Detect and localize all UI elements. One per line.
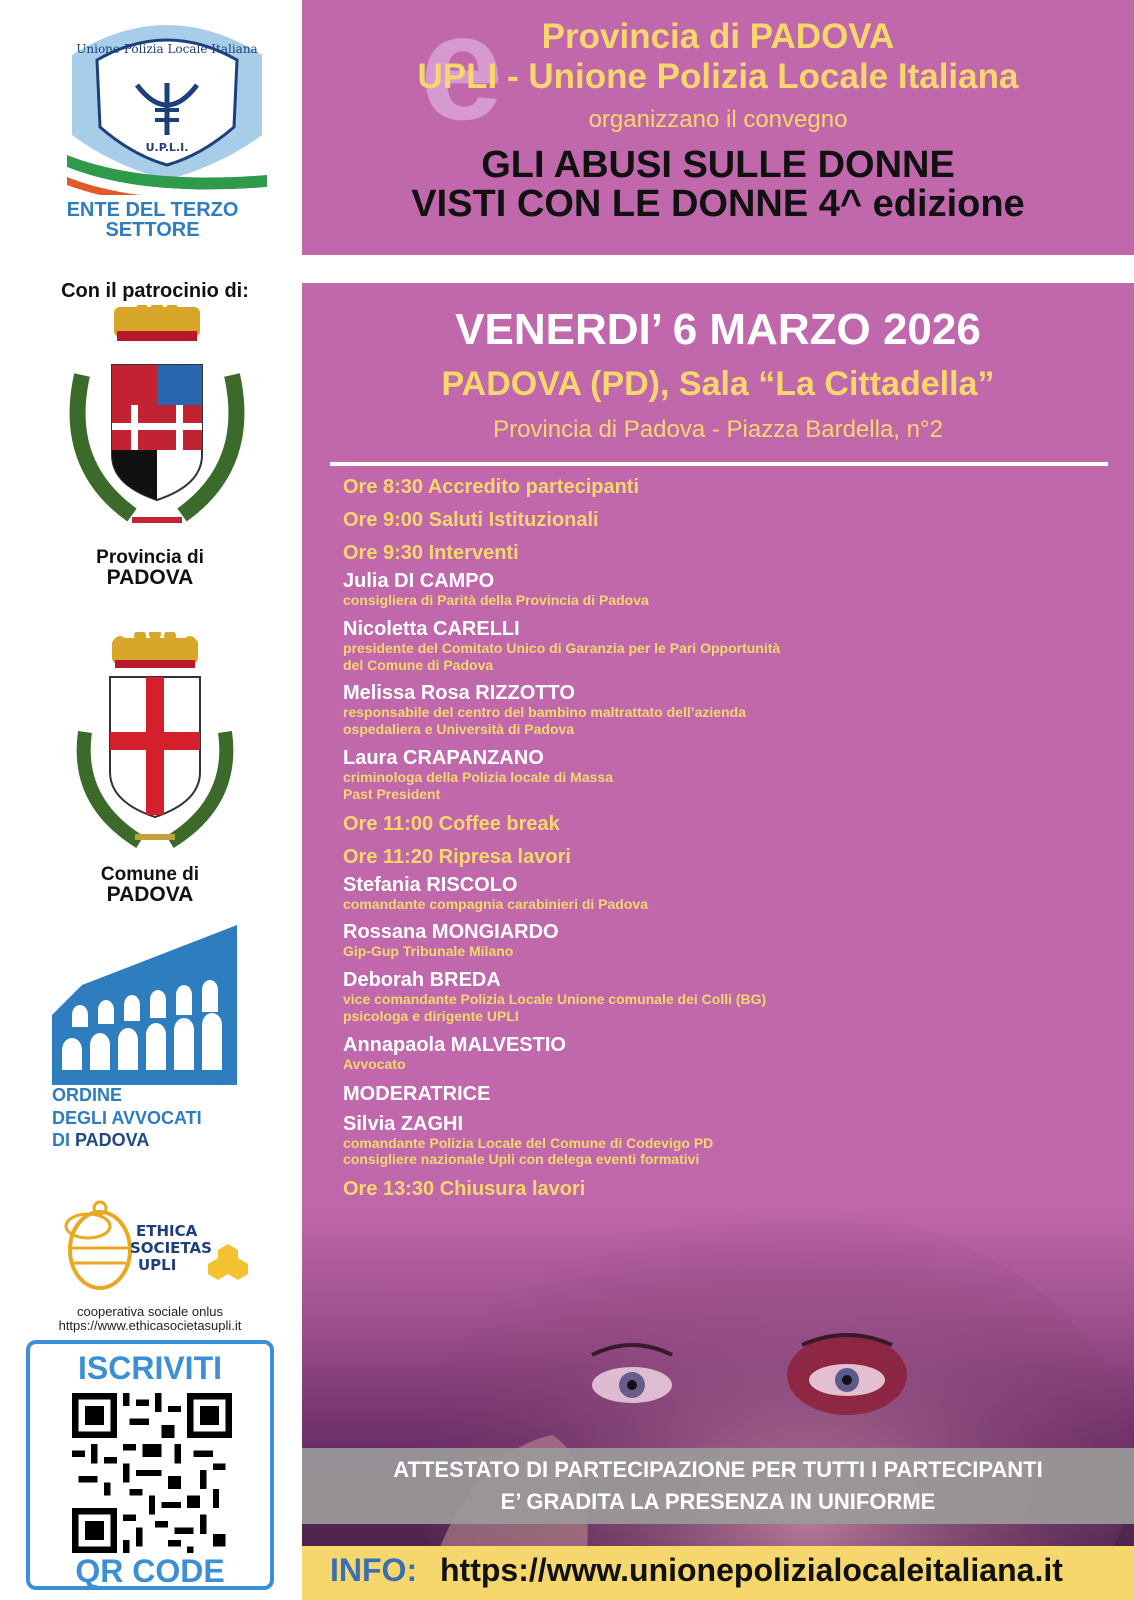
provincia-caption-line2: PADOVA: [106, 566, 194, 589]
event-address: Provincia di Padova - Piazza Bardella, n°2: [493, 416, 943, 443]
speaker-role-line: vice comandante Polizia Locale Unione comunale dei Colli (BG): [343, 991, 767, 1008]
comune-caption-line2: PADOVA: [106, 883, 194, 906]
speaker-role-line: ospedaliera e Università di Padova: [343, 721, 575, 738]
program-slot: Ore 9:00 Saluti Istituzionali: [343, 509, 599, 531]
speaker-role-line: consigliere nazionale Upli con delega eventi formativi: [343, 1151, 700, 1168]
divider: [330, 462, 1108, 466]
provincia-caption: [55, 548, 245, 588]
svg-text:Unione Polizia Locale Italiana: Unione Polizia Locale Italiana: [76, 42, 258, 56]
speaker-name: Rossana MONGIARDO: [343, 921, 559, 944]
ethica-line3-text: UPLI: [138, 1256, 177, 1274]
header-organizer-2: UPLI - Unione Polizia Locale Italiana: [417, 57, 1019, 96]
provincia-crest-icon: [62, 305, 252, 545]
avvocati-line2: DEGLI AVVOCATI: [52, 1107, 202, 1128]
header-subtitle: organizzano il convegno: [588, 106, 848, 133]
event-date: VENERDI’ 6 MARZO 2026: [455, 305, 981, 354]
speaker-name: Julia DI CAMPO: [343, 570, 495, 592]
upli-logo: [62, 15, 272, 195]
woman-face-photo: [302, 1205, 1134, 1600]
comune-crest-icon: [70, 632, 240, 864]
speaker-role: [343, 991, 1103, 1025]
speaker-role-line: Gip-Gup Tribunale Milano: [343, 943, 514, 960]
avvocati-line1: ORDINE: [52, 1085, 123, 1105]
certificate-line1: ATTESTATO DI PARTECIPAZIONE PER TUTTI I PARTECIPANTI: [393, 1457, 1043, 1482]
speaker-role-line: del Comune di Padova: [343, 656, 494, 673]
comune-caption: [55, 865, 245, 905]
avvocati-line3-padova: PADOVA: [75, 1130, 150, 1150]
moderator-label: MODERATRICE: [343, 1082, 491, 1105]
decorative-e-letter: e: [420, 0, 504, 151]
speaker-role: [343, 640, 1103, 674]
avvocati-line3-di: DI: [52, 1130, 70, 1150]
coop-url-link[interactable]: https://www.ethicasocietasupli.it: [58, 1317, 242, 1333]
ets-line1: ENTE DEL TERZO: [66, 199, 239, 221]
avvocati-label: [52, 1084, 282, 1152]
speaker-role-line: Past President: [343, 785, 441, 802]
svg-text:U.P.L.I.: U.P.L.I.: [145, 141, 189, 154]
coop-text: [20, 1305, 280, 1332]
speaker-name: Stefania RISCOLO: [343, 873, 518, 896]
avvocati-line3: [52, 1129, 282, 1152]
speaker-role: [343, 896, 1103, 913]
speaker-name: Laura CRAPANZANO: [343, 746, 544, 769]
speaker-role-line: Avvocato: [343, 1055, 406, 1072]
program-slot: Ore 8:30 Accredito partecipanti: [343, 476, 640, 498]
certificate-line2: E’ GRADITA LA PRESENZA IN UNIFORME: [500, 1489, 936, 1514]
speaker-name: Deborah BREDA: [343, 969, 501, 992]
coop-line1: cooperativa sociale onlus: [77, 1304, 223, 1319]
avvocati-logo-icon: [52, 925, 244, 1085]
patronage-label: Con il patrocinio di:: [61, 280, 249, 302]
program-list: [343, 476, 1103, 1211]
speaker-role-line: comandante compagnia carabinieri di Padova: [343, 895, 648, 912]
ethica-line2-text: SOCIETAS: [130, 1239, 212, 1257]
qr-footer: QR CODE: [75, 1553, 225, 1589]
speaker-role-line: responsabile del centro del bambino maltrattato dell’azienda: [343, 704, 746, 721]
speaker-role-line: consigliera di Parità della Provincia di Padova: [343, 592, 649, 608]
speaker-name: Annapaola MALVESTIO: [343, 1033, 566, 1056]
speaker-role-line: criminologa della Polizia locale di Massa: [343, 768, 613, 785]
program-slot: Ore 11:00 Coffee break: [343, 812, 560, 835]
event-venue: PADOVA (PD), Sala “La Cittadella”: [441, 365, 995, 403]
speaker-role: [343, 1135, 1103, 1169]
header-organizer-1: Provincia di PADOVA: [541, 17, 895, 56]
ethica-line1-text: ETHICA: [136, 1222, 198, 1240]
qr-code-icon[interactable]: [72, 1393, 232, 1553]
program-slot: Ore 13:30 Chiusura lavori: [343, 1178, 586, 1201]
ethica-societas-logo-icon: [58, 1198, 248, 1293]
ets-label: [30, 200, 275, 240]
program-slot: Ore 9:30 Interventi: [343, 542, 519, 564]
info-label: INFO:: [330, 1552, 418, 1588]
speaker-role-line: psicologa e dirigente UPLI: [343, 1007, 519, 1024]
provincia-caption-line1: Provincia di: [96, 547, 204, 568]
speaker-role-line: comandante Polizia Locale del Comune di Codevigo PD: [343, 1134, 714, 1151]
speaker-name: Melissa Rosa RIZZOTTO: [343, 682, 575, 705]
speaker-role: [343, 943, 1103, 960]
speaker-role-line: presidente del Comitato Unico di Garanzia per le Pari Opportunità: [343, 639, 781, 656]
speaker-role: [343, 1056, 1103, 1073]
qr-title: ISCRIVITI: [77, 1350, 222, 1386]
speaker-role: [343, 592, 1103, 609]
speaker-name: Nicoletta CARELLI: [343, 617, 520, 640]
program-slot: Ore 11:20 Ripresa lavori: [343, 845, 571, 868]
ets-line2: SETTORE: [105, 219, 200, 241]
speaker-name: Silvia ZAGHI: [343, 1112, 464, 1135]
speaker-role: [343, 704, 1103, 738]
info-url-link[interactable]: https://www.unionepolizialocaleitaliana.it: [440, 1552, 1063, 1588]
speaker-role: [343, 769, 1103, 803]
event-title-line2: VISTI CON LE DONNE 4^ edizione: [411, 183, 1025, 225]
comune-caption-line1: Comune di: [100, 864, 200, 885]
event-title-line1: GLI ABUSI SULLE DONNE: [481, 144, 955, 186]
